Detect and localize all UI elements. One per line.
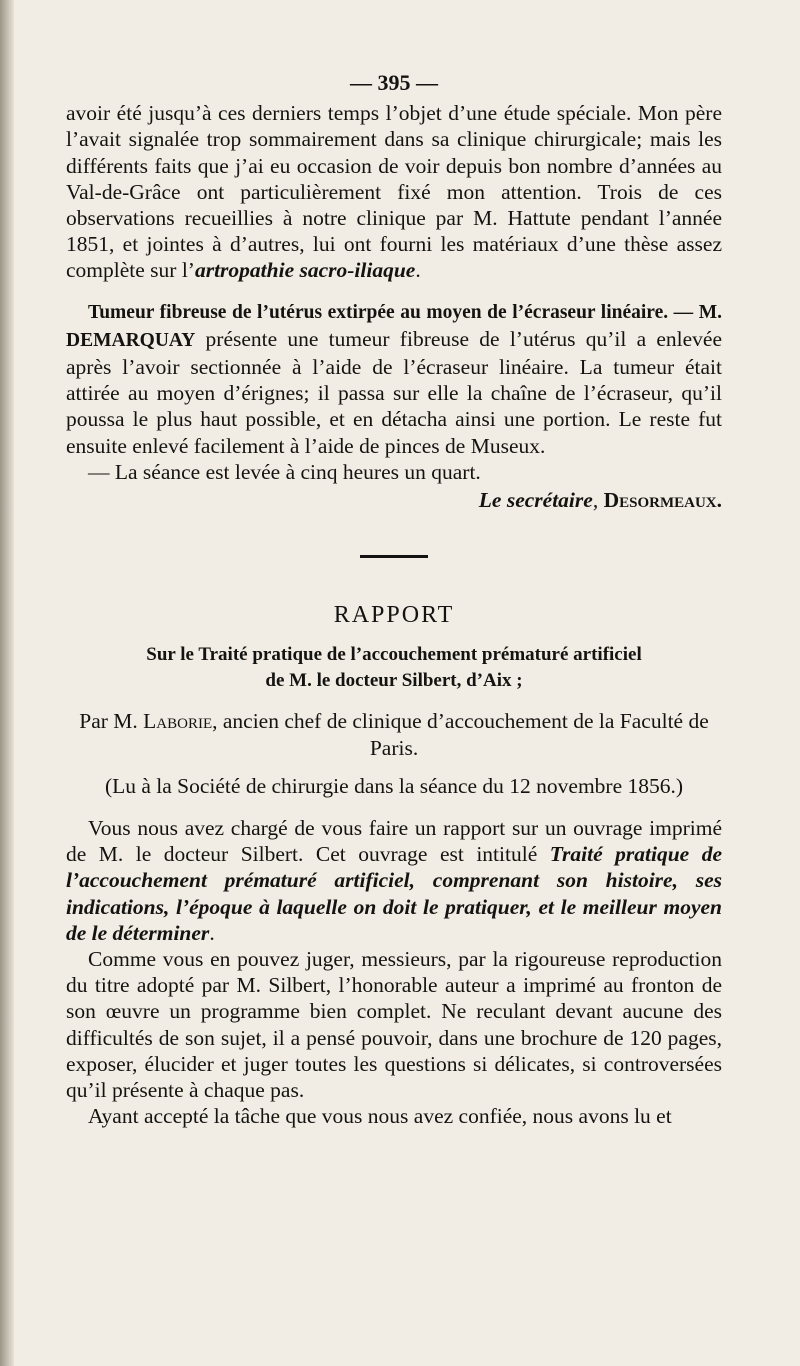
body1-italic-title: Traité pratique de l’accouchement prématuré artificiel, comprenant son histoire, ses indications, l’époque à laquelle on doit le pratiquer, et le meilleur moyen de le déterminer xyxy=(66,842,722,945)
section-divider xyxy=(360,555,428,558)
paragraph-body-2: Comme vous en pouvez juger, messieurs, par la rigoureuse reproduction du titre adopté par M. Silbert, l’honorable auteur a imprimé au fronton de son œuvre un programme bien complet. Ne reculant devant aucune des difficultés de son sujet, il a pensé pouvoir, dans une brochure de 120 pages, exposer, élucider et juger toutes les questions si délicates, si controversées qu’il présente à chaque pas. xyxy=(66,947,722,1103)
paragraph-body-3: Ayant accepté la tâche que vous nous avez confiée, nous avons lu et xyxy=(88,1104,672,1129)
byline-rest: , ancien chef de clinique d’accouchement de la Faculté de Paris. xyxy=(212,709,709,760)
report-title: RAPPORT xyxy=(333,602,455,629)
secretary-label: Le secrétaire xyxy=(478,488,593,513)
tumor-body: présente une tumeur fibreuse de l’utérus qu’il a enlevée après l’avoir sectionnée à l’aide de l’écraseur linéaire. La tumeur était attirée au moyen d’érignes; il passa sur elle la chaîne de l’écraseur, qu’il poussa le plus haut possible, et en détacha ainsi une portion. Le reste fut ensuite enlevé facilement à l’aide de pinces de Museux. xyxy=(66,326,722,458)
report-byline xyxy=(66,708,722,760)
body1-end: . xyxy=(209,920,215,945)
report-subtitle-line1: Sur le Traité pratique de l’accouchement prématuré artificiel xyxy=(146,644,642,666)
paragraph-tumor xyxy=(66,298,722,459)
secretary-name: Desormeaux. xyxy=(603,488,722,513)
paragraph-intro xyxy=(66,100,722,283)
byline-name: Laborie xyxy=(143,709,213,734)
read-note: (Lu à la Société de chirurgie dans la séance du 12 novembre 1856.) xyxy=(104,773,684,798)
paragraph-intro-italic: artropathie sacro-iliaque xyxy=(194,258,416,283)
session-end: — La séance est levée à cinq heures un quart. xyxy=(88,459,481,484)
paragraph-body-1 xyxy=(66,815,722,946)
body1-start: Vous nous avez chargé de vous faire un rapport sur un ouvrage imprimé de M. le docteur Silbert. Cet ouvrage est intitulé xyxy=(66,816,722,867)
tumor-heading: Tumeur fibreuse de l’utérus extirpée au moyen de l’écraseur linéaire. — M. DEMARQUAY xyxy=(66,301,722,351)
paragraph-intro-end: . xyxy=(415,258,421,283)
signature-line: Le secrétaire, Desormeaux. xyxy=(478,488,722,513)
text-block xyxy=(66,70,722,1130)
report-subtitle-line2: de M. le docteur Silbert, d’Aix ; xyxy=(265,670,523,692)
byline-par: Par M. xyxy=(79,709,144,734)
page-number: — 395 — xyxy=(350,70,438,95)
paragraph-intro-text: avoir été jusqu’à ces derniers temps l’objet d’une étude spéciale. Mon père l’avait signalée trop sommairement dans sa clinique chirurgicale; mais les différents faits que j’ai eu occasion de voir depuis bon nombre d’années au Val-de-Grâce ont particulièrement fixé mon attention. Trois de ces observations recueillies à notre clinique par M. Hattute pendant l’année 1851, et jointes à d’autres, lui ont fourni les matériaux d’une thèse assez complète sur l’ xyxy=(66,101,722,283)
